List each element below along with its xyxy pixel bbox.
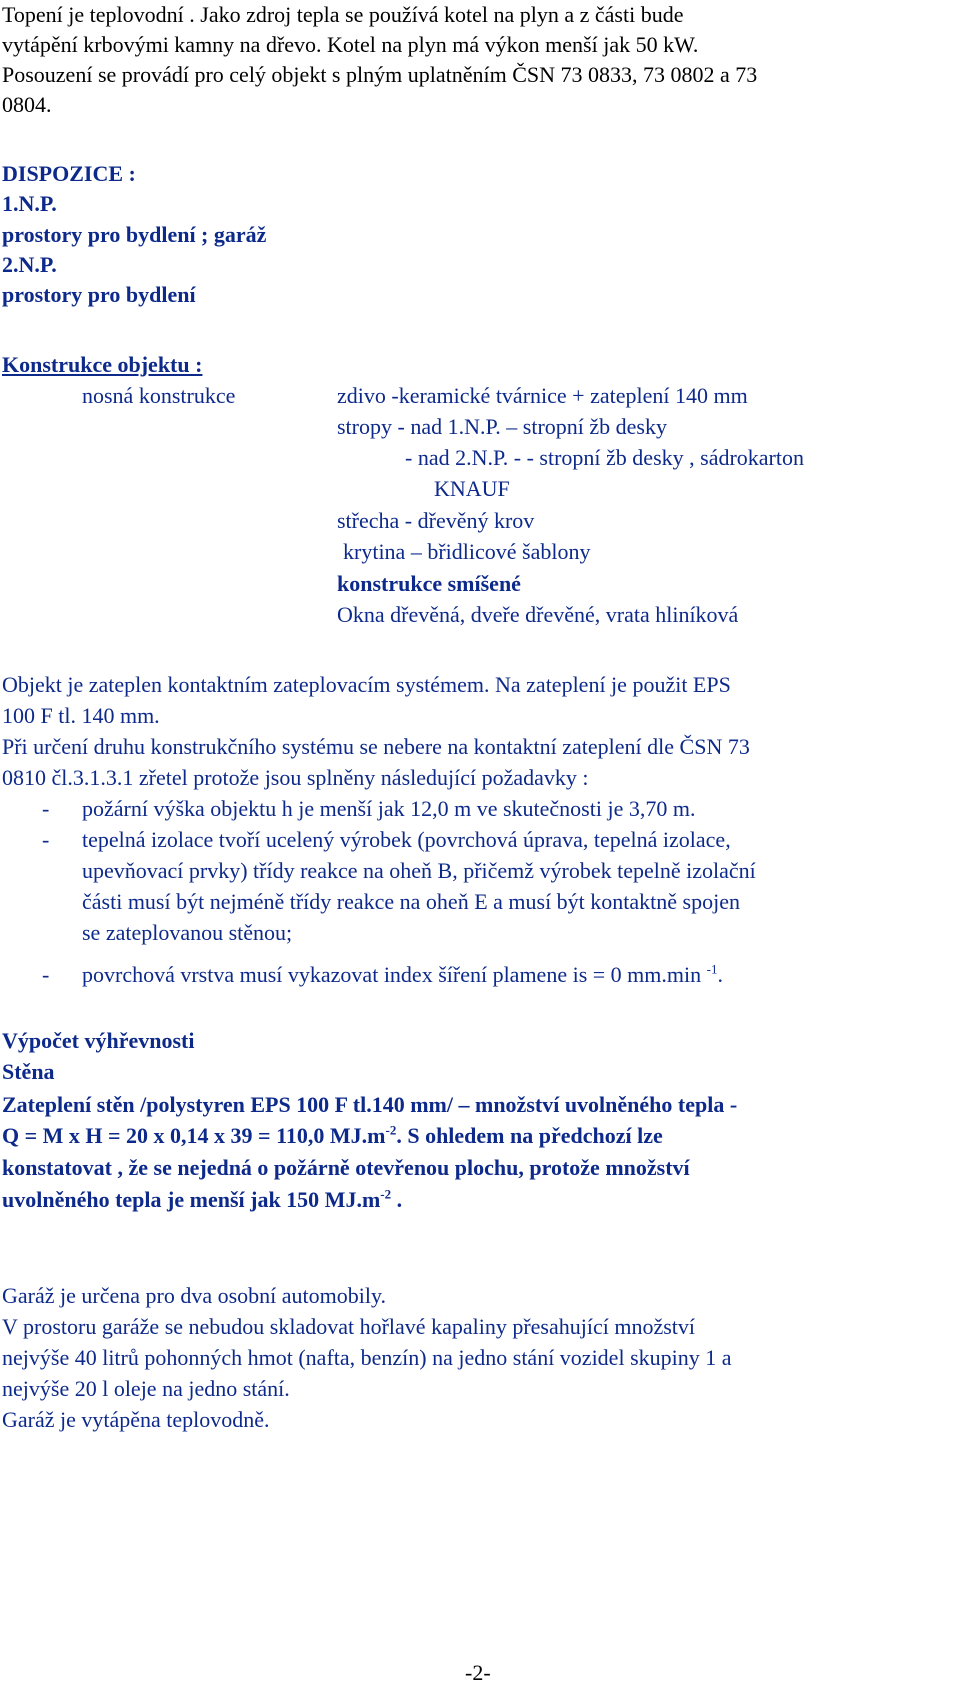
requirement-item: upevňovací prvky) třídy reakce na oheň B, přičemž výrobek tepelně izolační — [82, 858, 756, 883]
konstrukce-row: krytina – břidlicové šablony — [343, 539, 591, 564]
zatepleni-line-3: Při určení druhu konstrukčního systému se nebere na kontaktní zateplení dle ČSN 73 — [2, 734, 750, 759]
exponent: -2 — [385, 1122, 397, 1138]
requirement-item: požární výška objektu h je menší jak 12,0 m ve skutečnosti je 3,70 m. — [82, 796, 696, 821]
vypocet-line-1: Zateplení stěn /polystyren EPS 100 F tl.140 mm/ – množství uvolněného tepla - — [2, 1092, 738, 1117]
requirement-item: se zateplovanou stěnou; — [82, 920, 293, 945]
page-number: -2- — [465, 1660, 491, 1685]
vypocet-heading: Výpočet výhřevnosti — [2, 1028, 195, 1053]
dispozice-2np: 2.N.P. — [2, 252, 57, 277]
bullet-dash: - — [42, 827, 50, 852]
garaz-line-5: Garáž je vytápěna teplovodně. — [2, 1407, 270, 1432]
konstrukce-windows: Okna dřevěná, dveře dřevěné, vrata hliníková — [337, 602, 739, 627]
konstrukce-label: nosná konstrukce — [82, 383, 236, 408]
vypocet-line-3: konstatovat , že se nejedná o požárně otevřenou plochu, protože množství — [2, 1155, 690, 1180]
konstrukce-heading: Konstrukce objektu : — [2, 352, 203, 377]
konstrukce-row: KNAUF — [434, 476, 510, 501]
vypocet-line-2: Q = M x H = 20 x 0,14 x 39 = 110,0 $MJ.m^{-2}$. S ohledem na předchozí lze — [2, 1122, 663, 1148]
dispozice-heading: DISPOZICE : — [2, 161, 136, 186]
garaz-line-1: Garáž je určena pro dva osobní automobily. — [2, 1283, 387, 1308]
intro-line-2: vytápění krbovými kamny na dřevo. Kotel na plyn má výkon menší jak 50 kW. — [2, 32, 699, 57]
konstrukce-row: - nad 2.N.P. - - stropní žb desky , sádrokarton — [405, 445, 804, 470]
garaz-line-3: nejvýše 40 litrů pohonných hmot (nafta, benzín) na jedno stání vozidel skupiny 1 a — [2, 1345, 732, 1370]
vypocet-line-4: uvolněného tepla je menší jak 150 $MJ.m^{-2}$ . — [2, 1186, 403, 1212]
garaz-line-4: nejvýše 20 l oleje na jedno stání. — [2, 1376, 290, 1401]
zatepleni-line-1: Objekt je zateplen kontaktním zateplovacím systémem. Na zateplení je použit EPS — [2, 672, 731, 697]
konstrukce-row: stropy - nad 1.N.P. – stropní žb desky — [337, 414, 667, 439]
requirement-item: tepelná izolace tvoří ucelený výrobek (povrchová úprava, tepelná izolace, — [82, 827, 731, 852]
vypocet-subheading: Stěna — [2, 1059, 55, 1084]
requirement-item: části musí být nejméně třídy reakce na oheň E a musí být kontaktně spojen — [82, 889, 740, 914]
intro-line-4: 0804. — [2, 92, 52, 117]
bullet-dash: - — [42, 796, 50, 821]
dispozice-2np-desc: prostory pro bydlení — [2, 282, 196, 307]
exponent: -2 — [380, 1186, 392, 1202]
dispozice-1np: 1.N.P. — [2, 191, 57, 216]
requirement-item-last: povrchová vrstva musí vykazovat index šíření plamene is = 0 mm.min $^{-1}$. — [82, 961, 723, 987]
zatepleni-line-2: 100 F tl. 140 mm. — [2, 703, 160, 728]
zatepleni-line-4: 0810 čl.3.1.3.1 zřetel protože jsou splněny následující požadavky : — [2, 765, 589, 790]
garaz-line-2: V prostoru garáže se nebudou skladovat hořlavé kapaliny přesahující množství — [2, 1314, 696, 1339]
bullet-dash: - — [42, 962, 50, 987]
konstrukce-row: zdivo -keramické tvárnice + zateplení 140 mm — [337, 383, 748, 408]
konstrukce-row: střecha - dřevěný krov — [337, 508, 535, 533]
exponent: -1 — [706, 961, 718, 977]
intro-line-3: Posouzení se provádí pro celý objekt s plným uplatněním ČSN 73 0833, 73 0802 a 73 — [2, 62, 758, 87]
dispozice-1np-desc: prostory pro bydlení ; garáž — [2, 222, 267, 247]
konstrukce-mixed: konstrukce smíšené — [337, 571, 521, 596]
intro-line-1: Topení je teplovodní . Jako zdroj tepla se používá kotel na plyn a z části bude — [2, 2, 684, 27]
